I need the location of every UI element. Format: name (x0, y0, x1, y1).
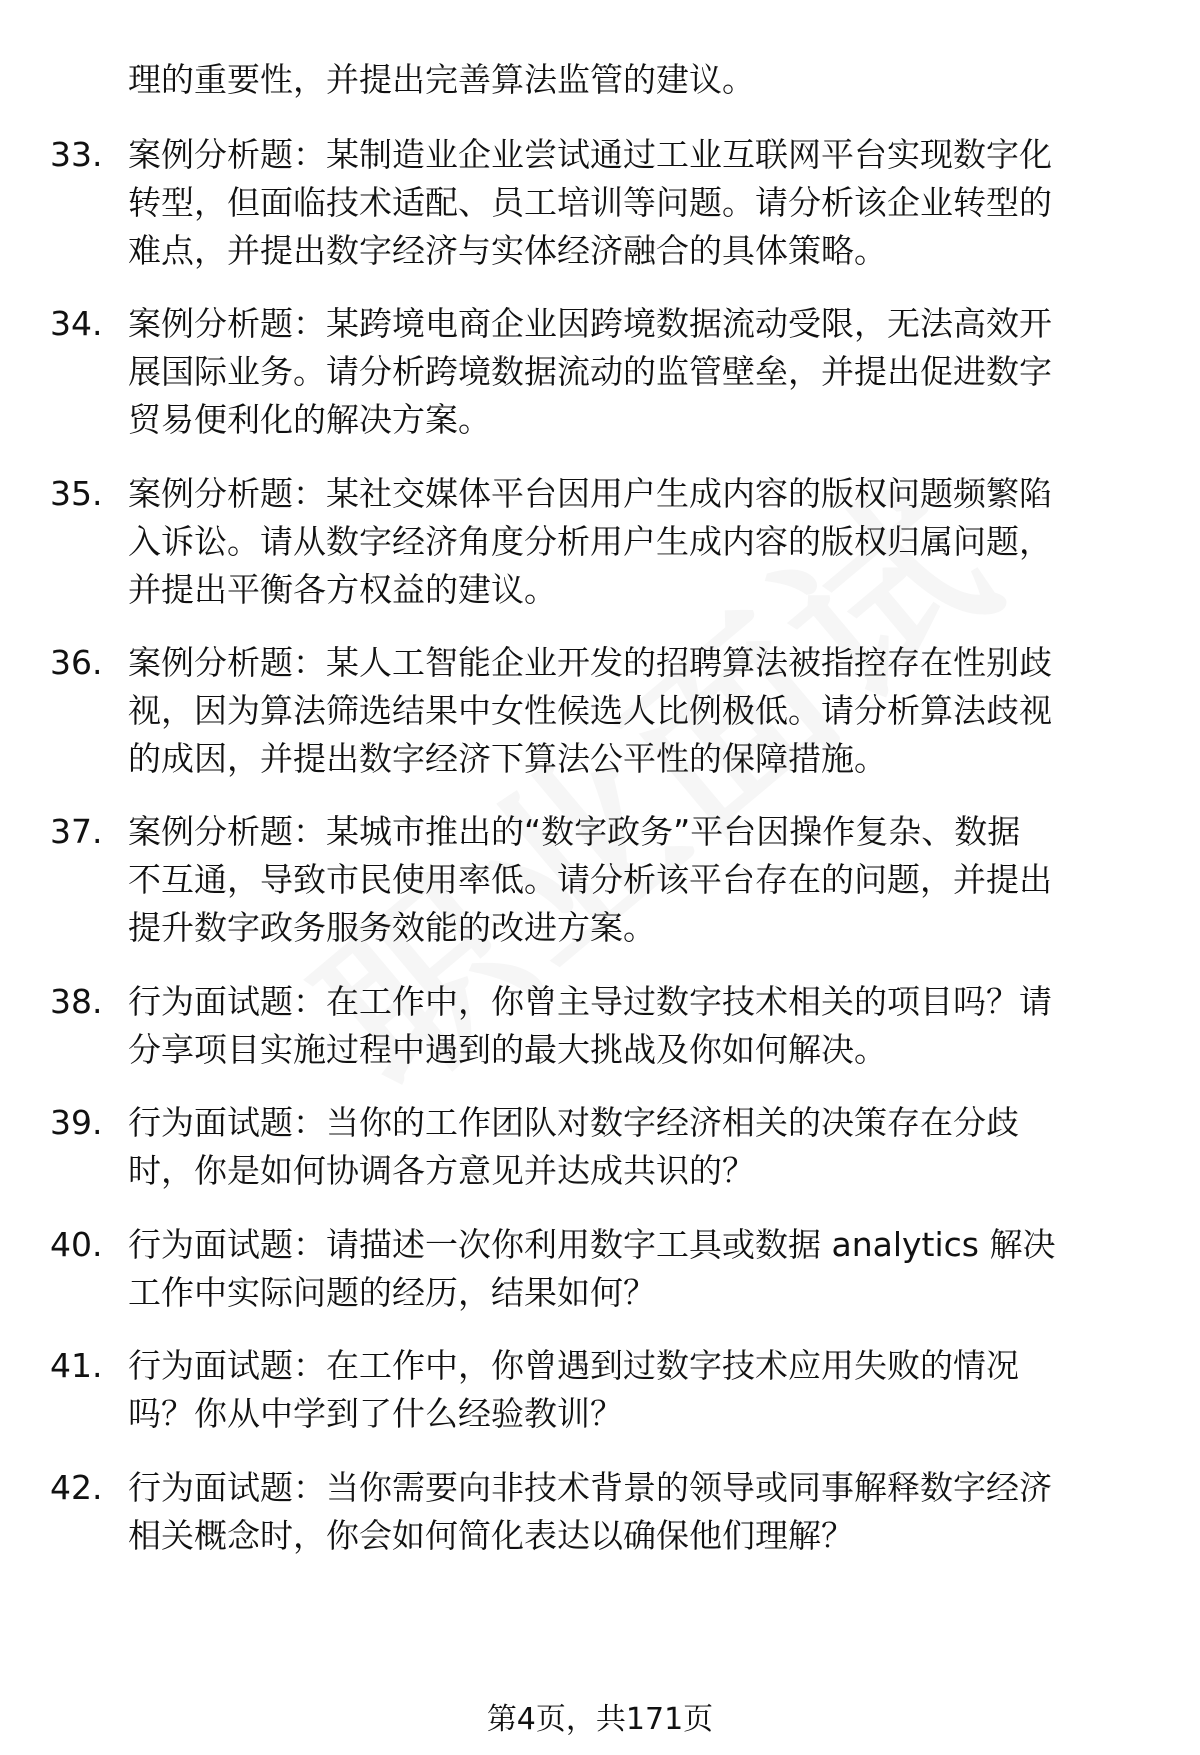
question-text-line: 工作中实际问题的经历，结果如何？ (128, 1273, 656, 1312)
question-text-line: 不互通，导致市民使用率低。请分析该平台存在的问题，并提出 (128, 860, 1052, 899)
question-number: 36. (50, 643, 103, 682)
question-number: 40. (50, 1225, 103, 1264)
question-number: 41. (50, 1346, 103, 1385)
question-text-line: 案例分析题：某社交媒体平台因用户生成内容的版权问题频繁陷 (128, 474, 1052, 513)
question-number: 34. (50, 304, 103, 343)
question-text-line: 入诉讼。请从数字经济角度分析用户生成内容的版权归属问题， (128, 522, 1052, 561)
question-text-line: 的成因，并提出数字经济下算法公平性的保障措施。 (128, 739, 887, 778)
question-text-line: 案例分析题：某城市推出的“数字政务”平台因操作复杂、数据 (128, 812, 1021, 851)
question-number: 37. (50, 812, 103, 851)
question-text-line: 展国际业务。请分析跨境数据流动的监管壁垒，并提出促进数字 (128, 352, 1052, 391)
question-text-line: 相关概念时，你会如何简化表达以确保他们理解？ (128, 1516, 854, 1555)
question-text-line: 提升数字政务服务效能的改进方案。 (128, 908, 656, 947)
continuation-line: 理的重要性，并提出完善算法监管的建议。 (128, 60, 755, 99)
question-text-line: 时，你是如何协调各方意见并达成共识的？ (128, 1151, 755, 1190)
question-text-line: 难点，并提出数字经济与实体经济融合的具体策略。 (128, 231, 887, 270)
question-number: 42. (50, 1468, 103, 1507)
page-footer: 第4页，共171页 (486, 1702, 714, 1737)
question-text-line: 行为面试题：当你的工作团队对数字经济相关的决策存在分歧 (128, 1103, 1019, 1142)
question-text-line: 行为面试题：在工作中，你曾遇到过数字技术应用失败的情况 (128, 1346, 1019, 1385)
question-number: 35. (50, 474, 103, 513)
question-text-line: 分享项目实施过程中遇到的最大挑战及你如何解决。 (128, 1030, 887, 1069)
question-text-line: 吗？你从中学到了什么经验教训？ (128, 1394, 623, 1433)
question-number: 39. (50, 1103, 103, 1142)
question-text-line: 案例分析题：某人工智能企业开发的招聘算法被指控存在性别歧 (128, 643, 1052, 682)
question-text-line: 行为面试题：当你需要向非技术背景的领导或同事解释数字经济 (128, 1468, 1052, 1507)
question-text-line: 转型，但面临技术适配、员工培训等问题。请分析该企业转型的 (128, 183, 1052, 222)
question-text-line: 行为面试题：请描述一次你利用数字工具或数据 analytics 解决 (128, 1225, 1056, 1264)
question-text-line: 案例分析题：某制造业企业尝试通过工业互联网平台实现数字化 (128, 135, 1052, 174)
question-text-line: 并提出平衡各方权益的建议。 (128, 570, 557, 609)
question-text-line: 案例分析题：某跨境电商企业因跨境数据流动受限，无法高效开 (128, 304, 1052, 343)
question-number: 38. (50, 982, 103, 1021)
question-text-line: 贸易便利化的解决方案。 (128, 400, 491, 439)
question-text-line: 行为面试题：在工作中，你曾主导过数字技术相关的项目吗？请 (128, 982, 1052, 1021)
question-text-line: 视，因为算法筛选结果中女性候选人比例极低。请分析算法歧视 (128, 691, 1052, 730)
question-number: 33. (50, 135, 103, 174)
